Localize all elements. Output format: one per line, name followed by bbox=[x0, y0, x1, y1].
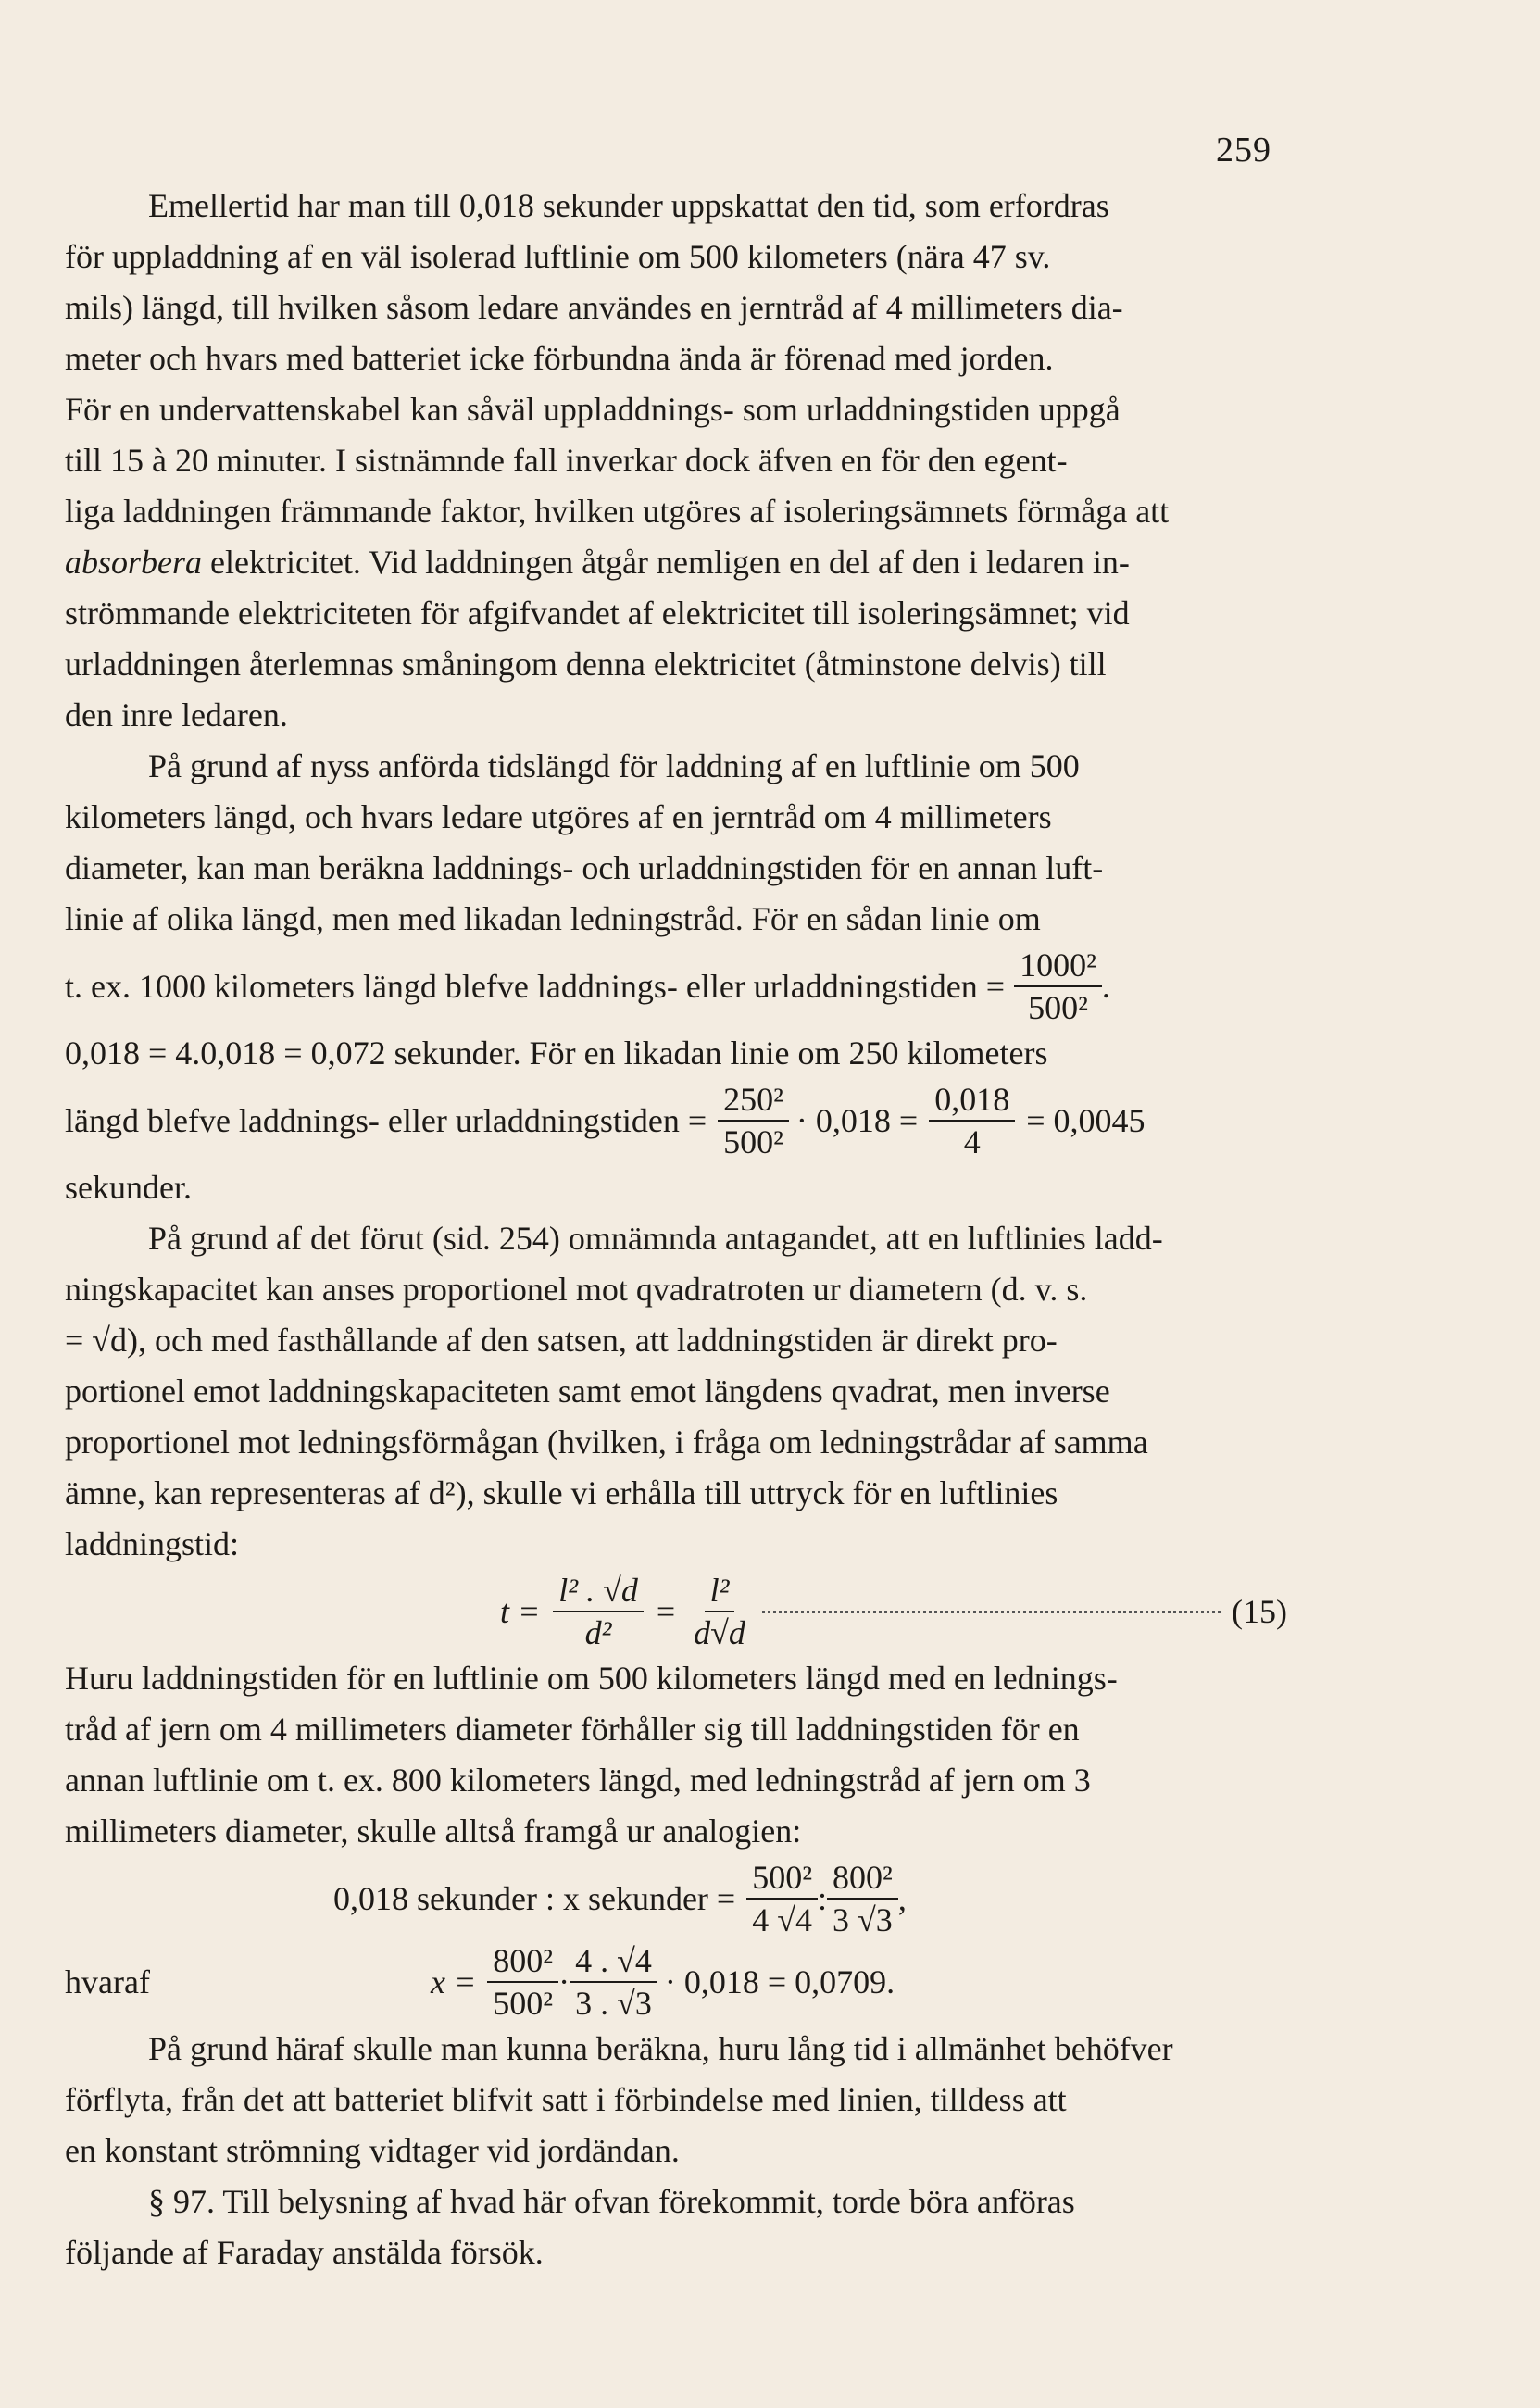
fraction bbox=[487, 1940, 558, 2024]
eq-a-text: t. ex. 1000 kilometers längd blefve laddnings- eller urladdningstiden = bbox=[65, 967, 1006, 1005]
line: strömmande elektriciteten för afgifvandet af elektricitet till isoleringsämnet; vid bbox=[65, 595, 1130, 632]
equation-b bbox=[65, 1079, 1287, 1162]
line: millimeters diameter, skulle alltså framgå ur analogien: bbox=[65, 1812, 802, 1850]
paragraph-5 bbox=[65, 2024, 1287, 2176]
line: ningskapacitet kan anses proportionel mot qvadratroten ur diametern (d. v. s. bbox=[65, 1271, 1088, 1308]
fraction bbox=[746, 1857, 818, 1940]
equation-a bbox=[65, 945, 1287, 1028]
fraction bbox=[929, 1079, 1015, 1162]
eq-c-tail: , bbox=[897, 1879, 907, 1917]
line: ämne, kan representeras af d²), skulle vi erhålla till uttryck för en luftlinies bbox=[65, 1474, 1058, 1511]
numerator: 800² bbox=[487, 1940, 558, 1983]
line: laddningstid: bbox=[65, 1525, 239, 1562]
eq15-equals: = bbox=[656, 1592, 676, 1630]
numerator: 0,018 bbox=[929, 1079, 1015, 1122]
eq-b-text: längd blefve laddnings- eller urladdningstiden = bbox=[65, 1101, 707, 1139]
line: tråd af jern om 4 millimeters diameter förhåller sig till laddningstiden för en bbox=[65, 1711, 1080, 1748]
paragraph-1 bbox=[65, 181, 1287, 741]
line: portionel emot laddningskapaciteten samt emot längdens qvadrat, men inverse bbox=[65, 1373, 1110, 1410]
eq-d-dot: · bbox=[558, 1963, 570, 2000]
eq-a-tail: . bbox=[1101, 967, 1110, 1005]
paragraph-2 bbox=[65, 741, 1287, 1213]
line: På grund af nyss anförda tidslängd för laddning af en luftlinie om 500 bbox=[148, 747, 1080, 784]
eq-c-lhs: 0,018 sekunder : x sekunder = bbox=[333, 1879, 736, 1917]
line: kilometers längd, och hvars ledare utgöres af en jerntråd om 4 millimeters bbox=[65, 798, 1052, 835]
paragraph-6 bbox=[65, 2176, 1287, 2278]
line: = √d), och med fasthållande af den satsen, att laddningstiden är direkt pro- bbox=[65, 1322, 1058, 1359]
line: Huru laddningstiden för en luftlinie om 500 kilometers längd med en lednings- bbox=[65, 1660, 1118, 1697]
fraction bbox=[827, 1857, 898, 1940]
line: följande af Faraday anstälda försök. bbox=[65, 2234, 544, 2271]
line: till 15 à 20 minuter. I sistnämnde fall inverkar dock äfven en för den egent- bbox=[65, 442, 1068, 479]
body-text bbox=[65, 181, 1287, 2278]
eq-b-mid: · 0,018 = bbox=[795, 1101, 919, 1139]
page-number: 259 bbox=[1216, 131, 1271, 169]
eq-b-tail: = 0,0045 bbox=[1026, 1101, 1146, 1139]
line: liga laddningen främmande faktor, hvilken utgöres af isoleringsämnets förmåga att bbox=[65, 493, 1170, 530]
line: På grund af det förut (sid. 254) omnämnda antagandet, att en luftlinies ladd- bbox=[148, 1220, 1163, 1257]
numerator: l² . √d bbox=[553, 1570, 644, 1612]
denominator: d√d bbox=[694, 1614, 745, 1651]
numerator: 250² bbox=[718, 1079, 789, 1122]
line bbox=[65, 537, 1287, 588]
eq15-t: t = bbox=[500, 1592, 541, 1630]
line: urladdningen återlemnas småningom denna elektricitet (åtminstone delvis) till bbox=[65, 646, 1107, 683]
line: en konstant strömning vidtager vid jordändan. bbox=[65, 2132, 680, 2169]
denominator: 500² bbox=[1028, 989, 1088, 1026]
equation-c bbox=[333, 1857, 1287, 1940]
line: linie af olika längd, men med likadan ledningstråd. För en sådan linie om bbox=[65, 900, 1041, 937]
line: proportionel mot ledningsförmågan (hvilken, i fråga om ledningstrådar af samma bbox=[65, 1423, 1148, 1461]
line: 0,018 = 4.0,018 = 0,072 sekunder. För en likadan linie om 250 kilometers bbox=[65, 1035, 1048, 1072]
denominator: 3 √3 bbox=[833, 1901, 893, 1938]
line: förflyta, från det att batteriet blifvit satt i förbindelse med linien, tilldess att bbox=[65, 2081, 1067, 2118]
line: § 97. Till belysning af hvad här ofvan förekommit, torde böra anföras bbox=[148, 2183, 1075, 2220]
line: meter och hvars med batteriet icke förbundna ända är förenad med jorden. bbox=[65, 340, 1054, 377]
denominator: 500² bbox=[723, 1123, 783, 1160]
numerator: 1000² bbox=[1014, 945, 1102, 987]
line: diameter, kan man beräkna laddnings- och urladdningstiden för en annan luft- bbox=[65, 849, 1104, 886]
eq-d-x: x = bbox=[431, 1963, 477, 2000]
eq-d-tail: · 0,018 = 0,0709. bbox=[664, 1963, 895, 2000]
denominator: 500² bbox=[493, 1985, 554, 2022]
line: sekunder. bbox=[65, 1169, 192, 1206]
numerator: 500² bbox=[746, 1857, 818, 1900]
italic-word: absorbera bbox=[65, 544, 203, 581]
line: mils) längd, till hvilken såsom ledare användes en jerntråd af 4 millimeters dia- bbox=[65, 289, 1123, 326]
fraction bbox=[553, 1570, 644, 1653]
numerator: l² bbox=[705, 1570, 735, 1612]
line: För en undervattenskabel kan såväl uppladdnings- som urladdningstiden uppgå bbox=[65, 391, 1121, 428]
paragraph-3 bbox=[65, 1213, 1287, 1570]
line: den inre ledaren. bbox=[65, 696, 288, 734]
line: för uppladdning af en väl isolerad luftlinie om 500 kilometers (nära 47 sv. bbox=[65, 238, 1051, 275]
equation-15 bbox=[65, 1570, 1287, 1653]
line: annan luftlinie om t. ex. 800 kilometers längd, med ledningstråd af jern om 3 bbox=[65, 1762, 1091, 1799]
line: Emellertid har man till 0,018 sekunder uppskattat den tid, som erfordras bbox=[148, 187, 1109, 224]
fraction bbox=[570, 1940, 657, 2024]
leader-dots bbox=[762, 1610, 1221, 1613]
denominator: 4 √4 bbox=[752, 1901, 812, 1938]
fraction bbox=[718, 1079, 789, 1162]
equation-label: (15) bbox=[1232, 1592, 1287, 1630]
eq-d-label: hvaraf bbox=[65, 1963, 150, 2000]
eq-c-colon: : bbox=[818, 1879, 828, 1917]
denominator: 3 . √3 bbox=[575, 1985, 652, 2022]
denominator: d² bbox=[584, 1614, 612, 1651]
fraction bbox=[1014, 945, 1102, 1028]
line-rest: elektricitet. Vid laddningen åtgår nemligen en del af den i ledaren in- bbox=[202, 544, 1130, 581]
numerator: 4 . √4 bbox=[570, 1940, 657, 1983]
equation-d bbox=[65, 1940, 1287, 2024]
paragraph-4 bbox=[65, 1653, 1287, 1857]
denominator: 4 bbox=[963, 1123, 981, 1160]
fraction bbox=[688, 1570, 751, 1653]
line: På grund häraf skulle man kunna beräkna, huru lång tid i allmänhet behöfver bbox=[148, 2030, 1173, 2067]
equation-15-expression bbox=[500, 1570, 751, 1653]
numerator: 800² bbox=[827, 1857, 898, 1900]
